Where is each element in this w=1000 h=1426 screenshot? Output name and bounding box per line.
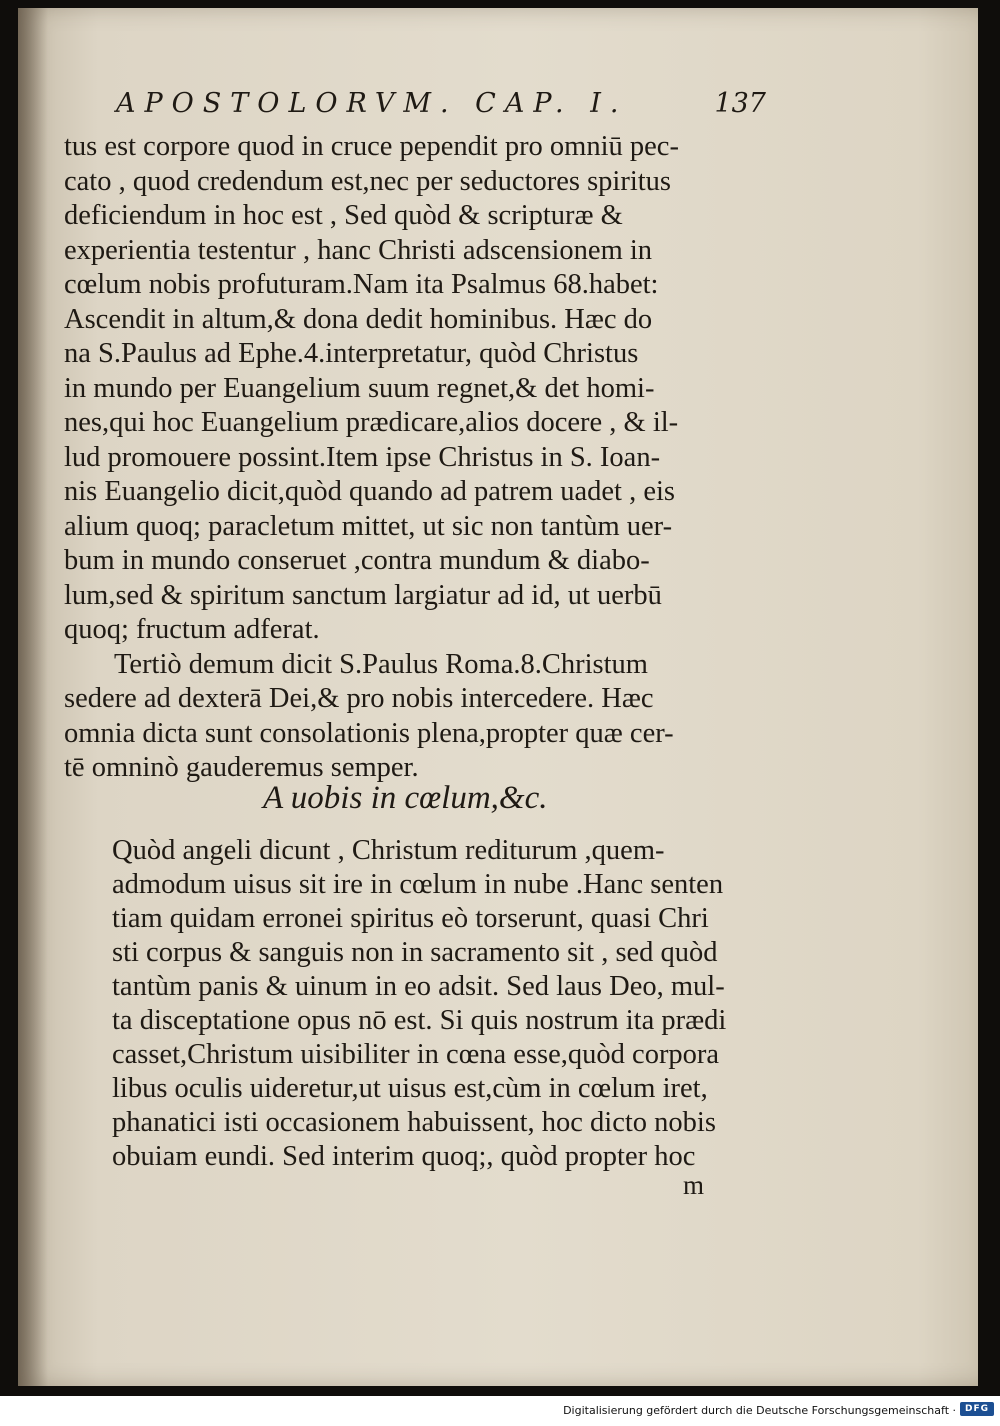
footer-bar <box>0 1396 1000 1426</box>
text-line: omnia dicta sunt consolationis plena,propter quæ cer- <box>64 717 674 749</box>
text-line: alium quoq; paracletum mittet, ut sic non tantùm uer- <box>64 510 673 542</box>
text-line: cœlum nobis profuturam.Nam ita Psalmus 68.habet: <box>64 269 659 300</box>
text-line: phanatici isti occasionem habuissent, hoc dicto nobis <box>112 1107 716 1138</box>
text-line: na S.Paulus ad Ephe.4.interpretatur, quòd Christus <box>64 338 639 369</box>
text-line: admodum uisus sit ire in cœlum in nube .Hanc senten <box>112 869 724 900</box>
catchword: m <box>683 1170 705 1200</box>
text-line: nes,qui hoc Euangelium prædicare,alios docere , & il- <box>64 407 679 438</box>
text-line: ta disceptatione opus nō est. Si quis nostrum ita prædi <box>112 1005 727 1036</box>
text-line: lud promouere possint.Item ipse Christus in S. Ioan- <box>64 441 661 473</box>
text-line: tē omninò gauderemus semper. <box>64 752 419 783</box>
text-line: Ascendit in altum,& dona dedit hominibus. Hæc do <box>64 303 653 335</box>
text-line: libus oculis uideretur,ut uisus est,cùm in cœlum iret, <box>112 1073 708 1104</box>
text-line: Tertiò demum dicit S.Paulus Roma.8.Christum <box>114 648 648 680</box>
text-line: obuiam eundi. Sed interim quoq;, quòd propter hoc <box>112 1141 696 1172</box>
book-page <box>18 8 978 1386</box>
body-text-2 <box>112 834 792 1174</box>
footer-credit: Digitalisierung gefördert durch die Deutsche Forschungsgemeinschaft · <box>563 1404 956 1417</box>
text-line: deficiendum in hoc est , Sed quòd & scripturæ & <box>64 200 623 231</box>
running-head-title: APOSTOLORVM. CAP. I. <box>116 88 628 119</box>
text-line: lum,sed & spiritum sanctum largiatur ad id, ut uerbū <box>64 579 662 611</box>
text-line: experientia testentur , hanc Christi adscensionem in <box>64 234 653 266</box>
section-heading: A uobis in cœlum,&c. <box>263 780 548 816</box>
text-line: quoq; fructum adferat. <box>64 614 320 645</box>
text-line: tus est corpore quod in cruce pependit pro omniū pec- <box>64 131 679 162</box>
text-line: Quòd angeli dicunt , Christum rediturum ,quem- <box>112 835 665 866</box>
text-line: sedere ad dexterā Dei,& pro nobis intercedere. Hæc <box>64 683 654 714</box>
text-line: in mundo per Euangelium suum regnet,& det homi- <box>64 372 655 404</box>
dfg-logo: DFG <box>960 1402 994 1416</box>
text-line: tiam quidam erronei spiritus eò torserunt, quasi Chri <box>112 903 709 934</box>
page-number: 137 <box>714 88 766 119</box>
text-line: casset,Christum uisibiliter in cœna esse,quòd corpora <box>112 1039 720 1070</box>
text-line: cato , quod credendum est,nec per seductores spiritus <box>64 165 672 197</box>
text-line: bum in mundo conseruet ,contra mundum & diabo- <box>64 545 650 576</box>
text-line: sti corpus & sanguis non in sacramento sit , sed quòd <box>112 937 718 968</box>
binding-shadow <box>18 8 48 1386</box>
text-line: tantùm panis & uinum in eo adsit. Sed laus Deo, mul- <box>112 971 725 1002</box>
text-line: nis Euangelio dicit,quòd quando ad patrem uadet , eis <box>64 476 676 507</box>
running-head <box>116 84 766 128</box>
body-text <box>64 130 789 786</box>
